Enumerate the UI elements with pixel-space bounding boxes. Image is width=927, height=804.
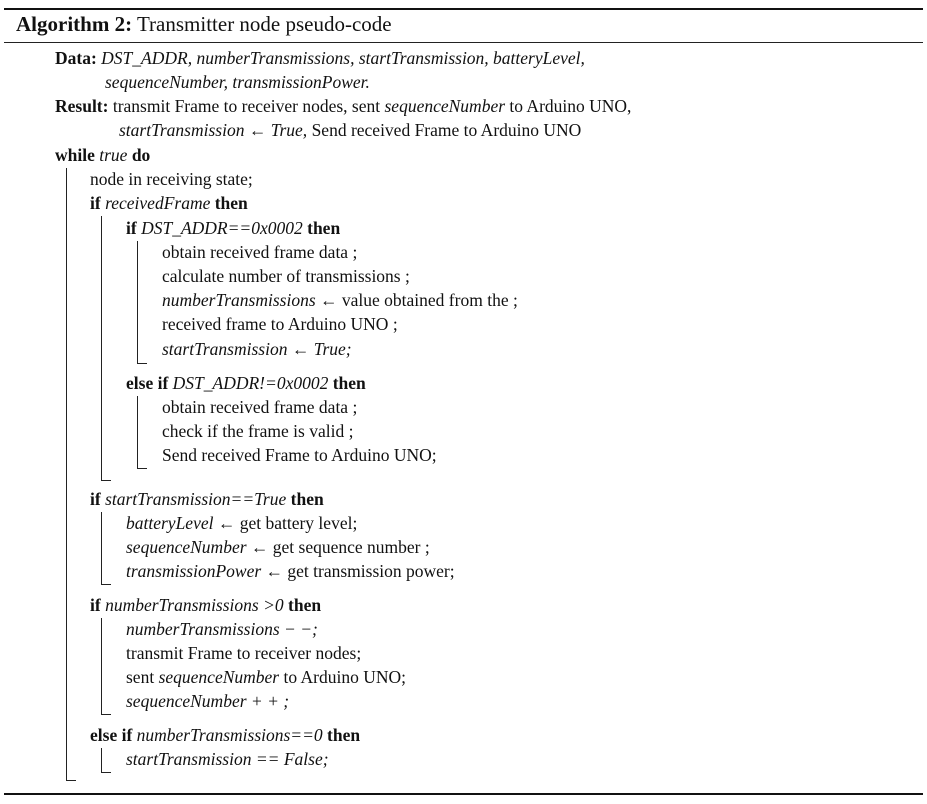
result-text-d: startTransmission ← True, bbox=[119, 120, 308, 140]
else-if-dst-bar bbox=[137, 396, 138, 468]
result-text-b: sequenceNumber bbox=[384, 96, 506, 116]
var: numberTransmissions bbox=[162, 290, 316, 310]
else-if-nt-eq-line bbox=[90, 723, 360, 747]
kw-else-if: else if bbox=[90, 725, 133, 745]
text: to Arduino UNO; bbox=[279, 667, 406, 687]
kw-then: then bbox=[288, 595, 322, 615]
result-line-2 bbox=[119, 118, 581, 142]
text: ← get battery level; bbox=[213, 513, 358, 533]
algorithm-title: Transmitter node pseudo-code bbox=[136, 12, 392, 36]
while-block-end bbox=[66, 780, 76, 781]
while-condition: true bbox=[99, 145, 128, 165]
condition: numberTransmissions >0 bbox=[105, 595, 284, 615]
code-line: startTransmission ← True; bbox=[162, 339, 352, 359]
data-vars-1: DST_ADDR, numberTransmissions, startTransmission, batteryLevel, bbox=[101, 48, 585, 68]
var: sequenceNumber bbox=[158, 667, 280, 687]
if-start-end bbox=[101, 584, 111, 585]
code-line bbox=[126, 559, 455, 583]
code-line: obtain received frame data ; bbox=[162, 242, 358, 262]
kw-then: then bbox=[332, 373, 366, 393]
if-nt-gt-end bbox=[101, 714, 111, 715]
if-dst-eq-end bbox=[137, 363, 147, 364]
kw-while: while bbox=[55, 145, 95, 165]
code-line: sequenceNumber + + ; bbox=[126, 691, 290, 711]
var: sequenceNumber bbox=[126, 537, 247, 557]
condition: numberTransmissions==0 bbox=[136, 725, 323, 745]
text: ← get transmission power; bbox=[261, 561, 455, 581]
kw-then: then bbox=[214, 193, 248, 213]
result-text-e: Send received Frame to Arduino UNO bbox=[307, 120, 582, 140]
if-nt-gt-bar bbox=[101, 618, 102, 714]
condition: DST_ADDR!=0x0002 bbox=[172, 373, 329, 393]
text: ← value obtained from the ; bbox=[315, 290, 518, 310]
condition: receivedFrame bbox=[105, 193, 211, 213]
code-line: obtain received frame data ; bbox=[162, 397, 358, 417]
if-received-bar bbox=[101, 216, 102, 480]
kw-then: then bbox=[290, 489, 324, 509]
text: sent bbox=[126, 667, 159, 687]
else-if-dst-line bbox=[126, 371, 366, 395]
code-line: check if the frame is valid ; bbox=[162, 421, 354, 441]
if-received-line bbox=[90, 191, 248, 215]
if-dst-eq-line bbox=[126, 216, 340, 240]
caption-rule bbox=[4, 42, 923, 43]
kw-else-if: else if bbox=[126, 373, 169, 393]
else-if-nt-eq-bar bbox=[101, 748, 102, 772]
data-label: Data: bbox=[55, 48, 97, 68]
kw-if: if bbox=[126, 218, 137, 238]
algorithm-caption bbox=[16, 12, 392, 37]
var: transmissionPower bbox=[126, 561, 262, 581]
result-line-1 bbox=[55, 94, 631, 118]
algorithm-label: Algorithm 2: bbox=[16, 12, 133, 36]
if-dst-eq-bar bbox=[137, 241, 138, 363]
code-line: startTransmission == False; bbox=[126, 749, 329, 769]
data-line-2: sequenceNumber, transmissionPower. bbox=[105, 72, 370, 92]
code-line bbox=[126, 535, 430, 559]
code-line bbox=[162, 288, 518, 312]
code-line: numberTransmissions − −; bbox=[126, 619, 318, 639]
kw-if: if bbox=[90, 193, 101, 213]
if-start-line bbox=[90, 487, 324, 511]
result-label: Result: bbox=[55, 96, 109, 116]
code-line bbox=[126, 665, 406, 689]
kw-if: if bbox=[90, 595, 101, 615]
condition: startTransmission==True bbox=[105, 489, 287, 509]
bottom-rule bbox=[4, 793, 923, 795]
if-start-bar bbox=[101, 512, 102, 584]
kw-if: if bbox=[90, 489, 101, 509]
while-line bbox=[55, 143, 150, 167]
code-line: received frame to Arduino UNO ; bbox=[162, 314, 398, 334]
kw-do: do bbox=[131, 145, 151, 165]
code-line bbox=[126, 511, 357, 535]
var: batteryLevel bbox=[126, 513, 214, 533]
data-line-1 bbox=[55, 46, 585, 70]
top-rule bbox=[4, 8, 923, 10]
result-text-c: to Arduino UNO, bbox=[505, 96, 632, 116]
while-block-bar bbox=[66, 168, 67, 780]
code-line: calculate number of transmissions ; bbox=[162, 266, 410, 286]
result-text-a: transmit Frame to receiver nodes, sent bbox=[112, 96, 385, 116]
if-received-end bbox=[101, 480, 111, 481]
kw-then: then bbox=[307, 218, 341, 238]
code-line: node in receiving state; bbox=[90, 169, 253, 189]
if-nt-gt-line bbox=[90, 593, 321, 617]
text: ← get sequence number ; bbox=[246, 537, 430, 557]
code-line: Send received Frame to Arduino UNO; bbox=[162, 445, 437, 465]
code-line: transmit Frame to receiver nodes; bbox=[126, 643, 362, 663]
else-if-nt-eq-end bbox=[101, 772, 111, 773]
kw-then: then bbox=[327, 725, 361, 745]
else-if-dst-end bbox=[137, 468, 147, 469]
condition: DST_ADDR==0x0002 bbox=[141, 218, 303, 238]
